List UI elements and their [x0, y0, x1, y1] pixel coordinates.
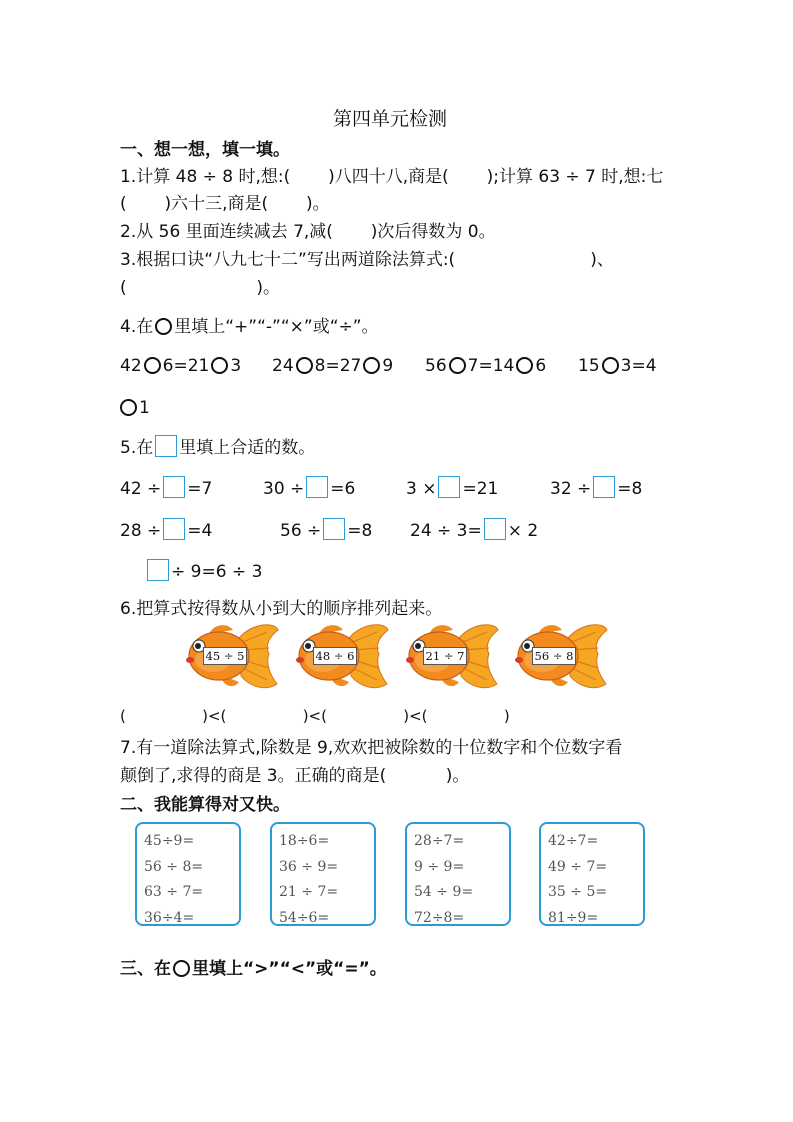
q4-item-d: 15 3=4 — [578, 356, 657, 376]
calc-line: 72÷8= — [414, 909, 465, 926]
question-2: 2.从 56 里面连续减去 7,减( )次后得数为 0。 — [120, 222, 496, 242]
q4-item-c: 56 7=14 6 — [425, 356, 547, 376]
operator-circle[interactable] — [516, 357, 533, 374]
circle-blank-icon — [173, 960, 190, 977]
circle-blank-icon — [155, 318, 172, 335]
fish-card-3 — [403, 620, 499, 694]
fish-expression: 48 ÷ 6 — [313, 647, 357, 665]
calc-line: 49 ÷ 7= — [548, 858, 608, 875]
operator-circle[interactable] — [211, 357, 228, 374]
calc-line: 56 ÷ 8= — [144, 858, 204, 875]
operator-circle[interactable] — [120, 399, 137, 416]
calc-line: 45÷9= — [144, 833, 195, 849]
answer-box[interactable] — [147, 559, 169, 581]
q5-item-d: 32 ÷ =8 — [550, 476, 642, 501]
square-blank-icon — [155, 435, 177, 457]
question-7-line-2: 颠倒了,求得的商是 3。正确的商是( )。 — [120, 766, 470, 786]
operator-circle[interactable] — [144, 357, 161, 374]
answer-box[interactable] — [163, 476, 185, 498]
calc-line: 54 ÷ 9= — [414, 884, 474, 900]
calc-line: 42÷7= — [548, 833, 599, 849]
calc-box-1 — [135, 822, 241, 926]
question-1-line-1: 1.计算 48 ÷ 8 时,想:( )八四十八,商是( );计算 63 ÷ 7 时,想:七 — [120, 167, 664, 187]
answer-box[interactable] — [438, 476, 460, 498]
page-title: 第四单元检测 — [333, 108, 448, 130]
question-6: 6.把算式按得数从小到大的顺序排列起来。 — [120, 599, 443, 619]
answer-box[interactable] — [163, 518, 185, 540]
section-3-heading: 三、在 里填上“>”“<”或“=”。 — [120, 959, 387, 979]
question-1-line-2: ( )六十三,商是( )。 — [120, 194, 330, 214]
operator-circle[interactable] — [602, 357, 619, 374]
operator-circle[interactable] — [296, 357, 313, 374]
q5-item-g: 24 ÷ 3= × 2 — [410, 518, 538, 543]
question-4-prompt — [120, 312, 379, 337]
q5-item-a: 42 ÷ =7 — [120, 476, 212, 501]
section-2-heading: 二、我能算得对又快。 — [120, 795, 290, 815]
fish-expression: 56 ÷ 8 — [532, 647, 576, 665]
fish-expression: 21 ÷ 7 — [423, 647, 467, 665]
calc-box-3 — [405, 822, 511, 926]
question-5-row-3: ÷ 9=6 ÷ 3 — [147, 559, 262, 583]
answer-box[interactable] — [323, 518, 345, 540]
section-1-heading: 一、想一想，填一填。 — [120, 140, 290, 160]
q5-item-e: 28 ÷ =4 — [120, 518, 212, 543]
answer-box[interactable] — [306, 476, 328, 498]
answer-box[interactable] — [593, 476, 615, 498]
question-7-line-1: 7.有一道除法算式,除数是 9,欢欢把被除数的十位数字和个位数字看 — [120, 738, 623, 758]
question-5-prompt: 5.在 里填上合适的数。 — [120, 433, 315, 458]
q4-suffix: 里填上“+”“-”“×”或“÷”。 — [174, 317, 379, 337]
calc-line: 36÷4= — [144, 909, 195, 926]
q4-prefix: 4.在 — [120, 317, 154, 337]
calc-line: 63 ÷ 7= — [144, 884, 204, 900]
calc-line: 36 ÷ 9= — [279, 858, 339, 875]
calc-line: 54÷6= — [279, 909, 330, 926]
fish-expression: 45 ÷ 5 — [203, 647, 247, 665]
question-3-line-2: ( )。 — [120, 278, 280, 298]
fish-card-2 — [293, 620, 389, 694]
operator-circle[interactable] — [363, 357, 380, 374]
calc-line: 35 ÷ 5= — [548, 884, 608, 900]
fish-card-4 — [512, 620, 608, 694]
q5-item-c: 3 × =21 — [406, 476, 498, 501]
calc-line: 9 ÷ 9= — [414, 858, 465, 875]
answer-box[interactable] — [484, 518, 506, 540]
q5-item-b: 30 ÷ =6 — [263, 476, 355, 501]
calc-line: 81÷9= — [548, 909, 599, 926]
question-6-order-line: ( )<( )<( )<( ) — [120, 707, 510, 725]
q4-item-b: 24 8=27 9 — [272, 356, 394, 376]
q4-item-a: 42 6=21 3 — [120, 356, 242, 376]
calc-line: 28÷7= — [414, 833, 465, 849]
question-3-line-1: 3.根据口诀“八九七十二”写出两道除法算式:( )、 — [120, 250, 614, 270]
calc-box-4 — [539, 822, 645, 926]
fish-card-1 — [183, 620, 279, 694]
question-4-row-2: 1 — [120, 396, 150, 420]
calc-line: 21 ÷ 7= — [279, 884, 339, 900]
operator-circle[interactable] — [449, 357, 466, 374]
calc-box-2 — [270, 822, 376, 926]
q5-item-f: 56 ÷ =8 — [280, 518, 372, 543]
calc-line: 18÷6= — [279, 833, 330, 849]
